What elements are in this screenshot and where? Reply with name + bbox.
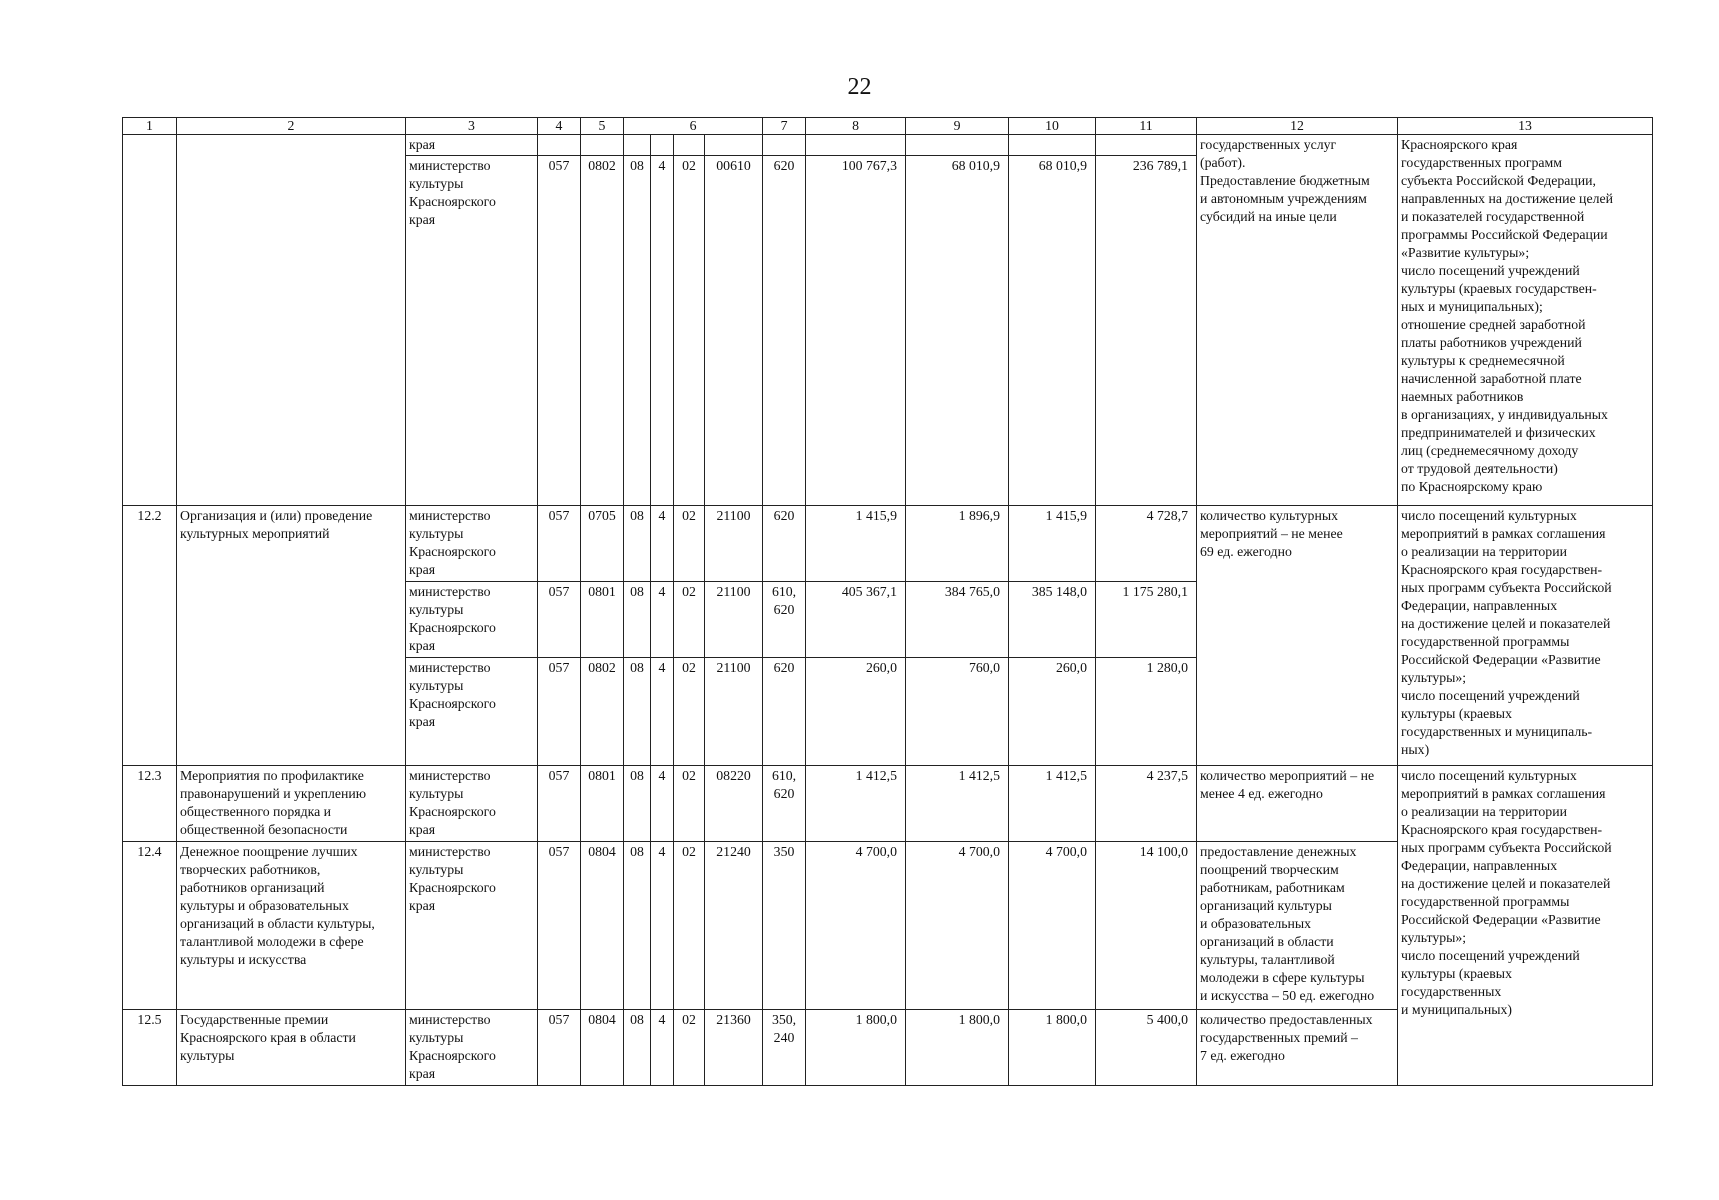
cell-rzpr: 0804 [581, 1010, 624, 1086]
cell [123, 135, 177, 506]
cell-csr-4: 21240 [705, 842, 763, 1010]
cell-amount: 260,0 [806, 658, 906, 766]
cell-csr-1: 08 [624, 506, 651, 582]
table-row [123, 506, 1653, 582]
cell-agency: министерство культуры Красноярского края [406, 658, 538, 766]
cell-activity: Мероприятия по профилактике правонарушений и укреплению общественного порядка и общественной безопасности [177, 766, 406, 842]
cell-rzpr: 0801 [581, 582, 624, 658]
col-header: 5 [581, 118, 624, 135]
cell-gr: 057 [538, 658, 581, 766]
col-header: 9 [906, 118, 1009, 135]
col-header: 7 [763, 118, 806, 135]
cell-csr-4: 21360 [705, 1010, 763, 1086]
cell-csr-3: 02 [674, 766, 705, 842]
cell-csr-4: 21100 [705, 582, 763, 658]
col-header: 13 [1398, 118, 1653, 135]
cell-amount-total: 4 237,5 [1096, 766, 1197, 842]
cell [581, 135, 624, 156]
cell-activity: Денежное поощрение лучших творческих работников, работников организаций культуры и образовательных организаций в области культуры, талантливой молодежи в сфере культуры и искусства [177, 842, 406, 1010]
col-header: 2 [177, 118, 406, 135]
cell-csr-3: 02 [674, 1010, 705, 1086]
cell-amount: 1 800,0 [906, 1010, 1009, 1086]
cell-amount: 1 800,0 [1009, 1010, 1096, 1086]
page-number: 22 [847, 74, 872, 100]
cell-amount: 384 765,0 [906, 582, 1009, 658]
cell-agency: министерство культуры Красноярского края [406, 156, 538, 506]
cell-amount: 405 367,1 [806, 582, 906, 658]
cell-csr-1: 08 [624, 842, 651, 1010]
cell [624, 135, 651, 156]
cell-csr-3: 02 [674, 582, 705, 658]
cell-amount: 385 148,0 [1009, 582, 1096, 658]
cell-item-number: 12.2 [123, 506, 177, 766]
cell-agency: министерство культуры Красноярского края [406, 506, 538, 582]
cell-csr-4: 21100 [705, 658, 763, 766]
col-header: 12 [1197, 118, 1398, 135]
cell-amount: 1 415,9 [806, 506, 906, 582]
cell-csr-2: 4 [651, 766, 674, 842]
cell-csr-4: 08220 [705, 766, 763, 842]
cell-amount: 1 412,5 [806, 766, 906, 842]
cell-gr: 057 [538, 582, 581, 658]
column-number-row [123, 118, 1653, 135]
cell [806, 135, 906, 156]
cell [177, 135, 406, 506]
cell [763, 135, 806, 156]
cell-indicator: Красноярского края государственных программ субъекта Российской Федерации, направленных на достижение целей и показателей государственной программы Российской Федерации «Развитие культуры»; число посещений учреждений культуры (краевых государствен- ных и муниципальных); отношение средней заработной платы работников учреждений культуры к среднемесячной начисленной заработной плате наемных работников в организациях, у индивидуальных предпринимателей и физических лиц (среднемесячному доходу от трудовой деятельности) по Красноярскому краю [1398, 135, 1653, 506]
col-header: 8 [806, 118, 906, 135]
cell-csr-2: 4 [651, 506, 674, 582]
cell-result: предоставление денежных поощрений творческим работникам, работникам организаций культуры и образовательных организаций в области культуры, талантливой молодежи в сфере культуры и искусства – 50 ед. ежегодно [1197, 842, 1398, 1010]
cell [651, 135, 674, 156]
cell-csr-3: 02 [674, 156, 705, 506]
cell-csr-2: 4 [651, 582, 674, 658]
cell-item-number: 12.4 [123, 842, 177, 1010]
cell-amount-total: 1 280,0 [1096, 658, 1197, 766]
cell-rzpr: 0802 [581, 658, 624, 766]
cell-csr-1: 08 [624, 1010, 651, 1086]
col-header: 1 [123, 118, 177, 135]
cell-amount-total: 236 789,1 [1096, 156, 1197, 506]
cell-item-number: 12.3 [123, 766, 177, 842]
cell-result: количество предоставленных государственных премий – 7 ед. ежегодно [1197, 1010, 1398, 1086]
cell-amount-total: 14 100,0 [1096, 842, 1197, 1010]
cell-rzpr: 0801 [581, 766, 624, 842]
cell-csr-2: 4 [651, 842, 674, 1010]
cell-csr-3: 02 [674, 658, 705, 766]
cell-csr-1: 08 [624, 766, 651, 842]
cell-csr-2: 4 [651, 156, 674, 506]
table-row [123, 135, 1653, 156]
cell-amount: 68 010,9 [1009, 156, 1096, 506]
cell-csr-2: 4 [651, 1010, 674, 1086]
col-header: 10 [1009, 118, 1096, 135]
cell-vr: 620 [763, 658, 806, 766]
cell [538, 135, 581, 156]
cell-amount: 260,0 [1009, 658, 1096, 766]
cell-agency: министерство культуры Красноярского края [406, 766, 538, 842]
cell [1009, 135, 1096, 156]
cell-amount: 68 010,9 [906, 156, 1009, 506]
cell-amount-total: 1 175 280,1 [1096, 582, 1197, 658]
cell-amount-total: 4 728,7 [1096, 506, 1197, 582]
cell-activity: Организация и (или) проведение культурных мероприятий [177, 506, 406, 766]
cell-csr-1: 08 [624, 658, 651, 766]
cell-vr: 350, 240 [763, 1010, 806, 1086]
cell-result: государственных услуг (работ). Предоставление бюджетным и автономным учреждениям субсидий на иные цели [1197, 135, 1398, 506]
cell-rzpr: 0705 [581, 506, 624, 582]
cell-amount: 1 896,9 [906, 506, 1009, 582]
cell-amount: 1 800,0 [806, 1010, 906, 1086]
cell-rzpr: 0804 [581, 842, 624, 1010]
cell-amount: 4 700,0 [1009, 842, 1096, 1010]
col-header: 3 [406, 118, 538, 135]
cell-csr-3: 02 [674, 506, 705, 582]
cell-agency: министерство культуры Красноярского края [406, 582, 538, 658]
cell-gr: 057 [538, 506, 581, 582]
cell-amount: 100 767,3 [806, 156, 906, 506]
cell-gr: 057 [538, 156, 581, 506]
cell-amount-total: 5 400,0 [1096, 1010, 1197, 1086]
cell [674, 135, 705, 156]
cell-amount: 1 415,9 [1009, 506, 1096, 582]
cell-agency: края [406, 135, 538, 156]
cell-csr-2: 4 [651, 658, 674, 766]
col-header: 11 [1096, 118, 1197, 135]
cell-indicator: число посещений культурных мероприятий в рамках соглашения о реализации на территории Красноярского края государствен- ных программ субъекта Российской Федерации, направленных на достижение целей и показателей государственной программы Российской Федерации «Развитие культуры»; число посещений учреждений культуры (краевых государственных и муниципальных) [1398, 766, 1653, 1086]
cell-indicator: число посещений культурных мероприятий в рамках соглашения о реализации на территории Красноярского края государствен- ных программ субъекта Российской Федерации, направленных на достижение целей и показателей государственной программы Российской Федерации «Развитие культуры»; число посещений учреждений культуры (краевых государственных и муниципаль- ных) [1398, 506, 1653, 766]
cell-vr: 620 [763, 156, 806, 506]
program-activities-table [122, 117, 1653, 1086]
col-header: 6 [624, 118, 763, 135]
cell-vr: 610, 620 [763, 766, 806, 842]
cell-activity: Государственные премии Красноярского края в области культуры [177, 1010, 406, 1086]
cell-amount: 760,0 [906, 658, 1009, 766]
cell-vr: 620 [763, 506, 806, 582]
cell-result: количество мероприятий – не менее 4 ед. ежегодно [1197, 766, 1398, 842]
cell-item-number: 12.5 [123, 1010, 177, 1086]
cell-amount: 4 700,0 [906, 842, 1009, 1010]
cell-csr-1: 08 [624, 582, 651, 658]
col-header: 4 [538, 118, 581, 135]
cell [1096, 135, 1197, 156]
cell-vr: 350 [763, 842, 806, 1010]
cell [906, 135, 1009, 156]
cell-agency: министерство культуры Красноярского края [406, 842, 538, 1010]
cell-csr-4: 00610 [705, 156, 763, 506]
cell-amount: 4 700,0 [806, 842, 906, 1010]
cell-amount: 1 412,5 [1009, 766, 1096, 842]
cell-amount: 1 412,5 [906, 766, 1009, 842]
cell-csr-4: 21100 [705, 506, 763, 582]
cell-csr-3: 02 [674, 842, 705, 1010]
cell-result: количество культурных мероприятий – не менее 69 ед. ежегодно [1197, 506, 1398, 766]
cell-vr: 610, 620 [763, 582, 806, 658]
cell-agency: министерство культуры Красноярского края [406, 1010, 538, 1086]
cell-csr-1: 08 [624, 156, 651, 506]
cell-gr: 057 [538, 766, 581, 842]
cell-gr: 057 [538, 842, 581, 1010]
cell-gr: 057 [538, 1010, 581, 1086]
cell-rzpr: 0802 [581, 156, 624, 506]
cell [705, 135, 763, 156]
table-row [123, 766, 1653, 842]
